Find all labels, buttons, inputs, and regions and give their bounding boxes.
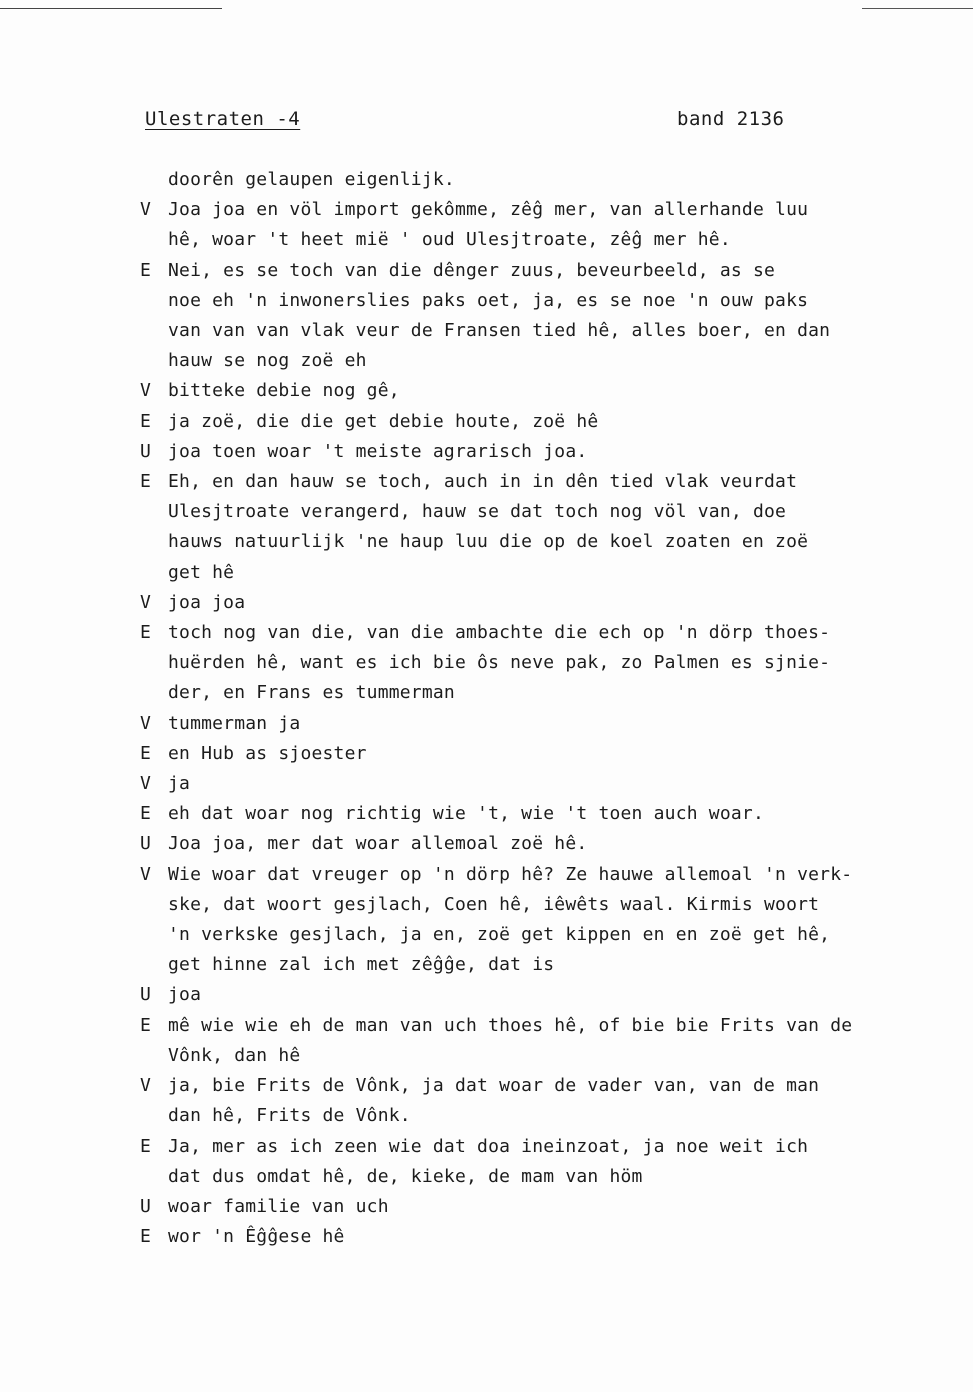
transcript-line: Nei, es se toch van die dênger zuus, beveurbeeld, as se	[168, 259, 776, 281]
transcript-turn	[140, 739, 940, 769]
transcript-turn	[140, 829, 940, 859]
transcript-turn	[140, 437, 940, 467]
transcript-line: mê wie wie eh de man van uch thoes hê, of bie bie Frits van de	[168, 1014, 853, 1036]
turn-text	[168, 1222, 940, 1252]
transcript-line: Wie woar dat vreuger op 'n dörp hê? Ze hauwe allemoal 'n verk-	[168, 863, 853, 885]
transcript-turn	[140, 1132, 940, 1192]
transcript-line: der, en Frans es tummerman	[168, 682, 455, 704]
transcript-line: joa joa	[168, 591, 246, 613]
top-rule-left	[0, 8, 222, 9]
transcript-line: hauw se nog zoë eh	[168, 350, 367, 372]
transcript-line: Joa joa en völ import gekômme, zêĝ mer, van allerhande luu	[168, 199, 809, 221]
transcript-line: hê, woar 't heet mië ' oud Ulesjtroate, zêĝ mer hê.	[168, 229, 731, 251]
speaker-label: U	[140, 1195, 151, 1217]
transcript-turn	[140, 195, 940, 255]
turn-text	[168, 407, 940, 437]
transcript-turn	[140, 1011, 940, 1071]
transcript-turn	[140, 860, 940, 981]
turn-text	[168, 980, 940, 1010]
turn-text	[168, 860, 940, 981]
transcript-line: Eh, en dan hauw se toch, auch in in dên tied vlak veurdat	[168, 471, 798, 493]
transcript-turn	[140, 709, 940, 739]
transcript-turn	[140, 769, 940, 799]
transcript-line: huërden hê, want es ich bie ôs neve pak, zo Palmen es sjnie-	[168, 652, 831, 674]
transcript-line: ja	[168, 773, 191, 795]
transcript-line: Vônk, dan hê	[168, 1044, 301, 1066]
turn-text	[168, 1132, 940, 1192]
speaker-label: U	[140, 833, 151, 855]
transcript-intro-line: doorên gelaupen eigenlijk.	[168, 169, 455, 190]
turn-text	[168, 195, 940, 255]
speaker-label: E	[140, 259, 151, 281]
speaker-label: E	[140, 742, 151, 764]
transcript-line: joa toen woar 't meiste agrarisch joa.	[168, 440, 588, 462]
transcript-line: dat dus omdat hê, de, kieke, de mam van höm	[168, 1165, 643, 1187]
speaker-label: E	[140, 1014, 151, 1036]
speaker-label: V	[140, 199, 151, 221]
speaker-label: V	[140, 863, 151, 885]
transcript-line: eh dat woar nog richtig wie 't, wie 't toen auch woar.	[168, 803, 764, 825]
transcript-turn	[140, 618, 940, 709]
turn-text	[168, 1011, 940, 1071]
speaker-label: E	[140, 1135, 151, 1157]
transcript-line: ja zoë, die die get debie houte, zoë hê	[168, 410, 599, 432]
transcript-line: Ja, mer as ich zeen wie dat doa ineinzoat, ja noe weit ich	[168, 1135, 809, 1157]
transcript-line: tummerman ja	[168, 712, 301, 734]
turn-text	[168, 437, 940, 467]
turn-text	[168, 769, 940, 799]
turn-text	[168, 829, 940, 859]
speaker-label: V	[140, 380, 151, 402]
speaker-label: U	[140, 984, 151, 1006]
transcript-line: van van van vlak veur de Fransen tied hê, alles boer, en dan	[168, 320, 831, 342]
transcript-line: ske, dat woort gesjlach, Coen hê, iêwêts waal. Kirmis woort	[168, 893, 820, 915]
transcript-turn	[140, 980, 940, 1010]
transcript-turn	[140, 256, 940, 377]
turn-text	[168, 467, 940, 588]
transcript-turn	[140, 1222, 940, 1252]
transcript-turn	[140, 1071, 940, 1131]
transcript-line: bitteke debie nog gê,	[168, 380, 400, 402]
transcript-line: Joa joa, mer dat woar allemoal zoë hê.	[168, 833, 588, 855]
transcript-turn	[140, 467, 940, 588]
turn-text	[168, 1192, 940, 1222]
transcript-line: noe eh 'n inwonerslies paks oet, ja, es se noe 'n ouw paks	[168, 289, 809, 311]
transcript-line: toch nog van die, van die ambachte die ech op 'n dörp thoes-	[168, 622, 831, 644]
speaker-label: E	[140, 803, 151, 825]
transcript-turn	[140, 407, 940, 437]
transcript-line: dan hê, Frits de Vônk.	[168, 1105, 411, 1127]
turn-text	[168, 618, 940, 709]
transcript-turn	[140, 376, 940, 406]
speaker-label: V	[140, 773, 151, 795]
speaker-label: V	[140, 1075, 151, 1097]
transcript-turn	[140, 588, 940, 618]
transcript-turn	[140, 799, 940, 829]
transcript-line: joa	[168, 984, 202, 1006]
transcript-line: en Hub as sjoester	[168, 742, 367, 764]
speaker-label: E	[140, 622, 151, 644]
transcript-line: ja, bie Frits de Vônk, ja dat woar de vader van, van de man	[168, 1075, 820, 1097]
transcript-line: get hinne zal ich met zêĝĝe, dat is	[168, 954, 555, 976]
speaker-label: U	[140, 440, 151, 462]
speaker-label: E	[140, 471, 151, 493]
turn-text	[168, 1071, 940, 1131]
transcript-line: 'n verkske gesjlach, ja en, zoë get kippen en en zoë get hê,	[168, 924, 831, 946]
speaker-label: V	[140, 712, 151, 734]
transcript-line: Ulesjtroate verangerd, hauw se dat toch nog völ van, doe	[168, 501, 787, 523]
top-rule-right	[862, 8, 973, 9]
speaker-label: E	[140, 1226, 151, 1248]
transcript-turn	[140, 1192, 940, 1222]
turn-text	[168, 256, 940, 377]
transcript-line: get hê	[168, 561, 235, 583]
transcript-line: hauws natuurlijk 'ne haup luu die op de koel zoaten en zoë	[168, 531, 809, 553]
turn-text	[168, 709, 940, 739]
speaker-label: V	[140, 591, 151, 613]
band-label: band 2136	[677, 108, 785, 130]
transcript-line: woar familie van uch	[168, 1195, 389, 1217]
page-title: Ulestraten -4	[145, 108, 301, 130]
transcript-line: wor 'n Êĝĝese hê	[168, 1226, 345, 1248]
turn-text	[168, 799, 940, 829]
turn-text	[168, 376, 940, 406]
speaker-label: E	[140, 410, 151, 432]
transcript-body	[140, 165, 940, 1252]
turn-text	[168, 588, 940, 618]
turn-text	[168, 739, 940, 769]
